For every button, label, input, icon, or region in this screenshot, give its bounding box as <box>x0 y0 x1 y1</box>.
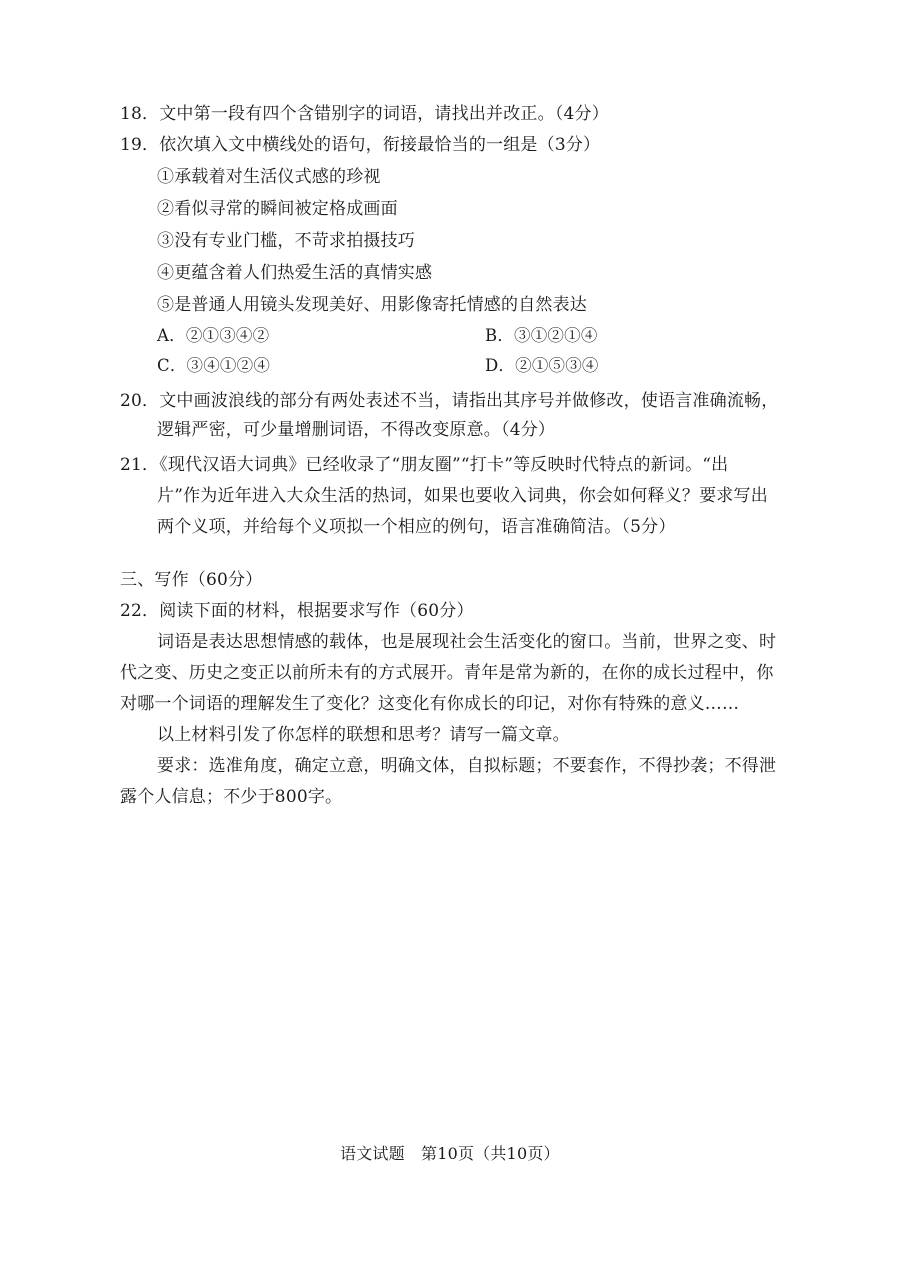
question-22-material-line-1: 词语是表达思想情感的载体，也是展现社会生活变化的窗口。当前，世界之变、时 <box>157 632 777 652</box>
question-21-line-2: 片”作为近年进入大众生活的热词，如果也要收入词典，你会如何释义？要求写出 <box>157 486 768 506</box>
question-22-requirements-line-1: 要求：选准角度，确定立意，明确文体，自拟标题；不要套作，不得抄袭；不得泄 <box>157 756 777 776</box>
question-19-item-3: ③没有专业门槛，不苛求拍摄技巧 <box>157 231 415 251</box>
question-19-option-b: B．③①②①④ <box>485 326 598 345</box>
question-19-item-2: ②看似寻常的瞬间被定格成画面 <box>157 199 398 219</box>
page-footer: 语文试题 第10页（共10页） <box>340 1144 560 1163</box>
question-22-requirements-line-2: 露个人信息；不少于800字。 <box>120 787 343 807</box>
question-19-item-4: ④更蕴含着人们热爱生活的真情实感 <box>157 263 433 283</box>
question-19-option-a: A．②①③④② <box>157 326 270 345</box>
question-22-prompt: 以上材料引发了你怎样的联想和思考？请写一篇文章。 <box>157 725 570 745</box>
question-20-line-1: 20．文中画波浪线的部分有两处表述不当，请指出其序号并做修改，使语言准确流畅， <box>120 391 779 411</box>
question-18: 18．文中第一段有四个含错别字的词语，请找出并改正。（4分） <box>120 104 609 124</box>
section-3-heading: 三、写作（60分） <box>120 570 263 590</box>
question-19-stem: 19．依次填入文中横线处的语句，衔接最恰当的一组是（3分） <box>120 135 601 155</box>
question-19-option-c: C．③④①②④ <box>157 356 271 375</box>
question-20-line-2: 逻辑严密，可少量增删词语，不得改变原意。（4分） <box>157 420 556 440</box>
question-22-material-line-2: 代之变、历史之变正以前所未有的方式展开。青年是常为新的，在你的成长过程中，你 <box>120 663 774 683</box>
question-19-item-1: ①承载着对生活仪式感的珍视 <box>157 167 381 187</box>
question-19-item-5: ⑤是普通人用镜头发现美好、用影像寄托情感的自然表达 <box>157 295 587 315</box>
question-22-material-line-3: 对哪一个词语的理解发生了变化？这变化有你成长的印记，对你有特殊的意义…… <box>120 694 740 714</box>
question-19-option-d: D．②①⑤③④ <box>485 356 599 375</box>
question-22-stem: 22．阅读下面的材料，根据要求写作（60分） <box>120 601 474 621</box>
question-21-line-1: 21．《现代汉语大词典》已经收录了“朋友圈”“打卡”等反映时代特点的新词。“出 <box>120 455 729 475</box>
question-21-line-3: 两个义项，并给每个义项拟一个相应的例句，语言准确简洁。（5分） <box>157 517 676 537</box>
